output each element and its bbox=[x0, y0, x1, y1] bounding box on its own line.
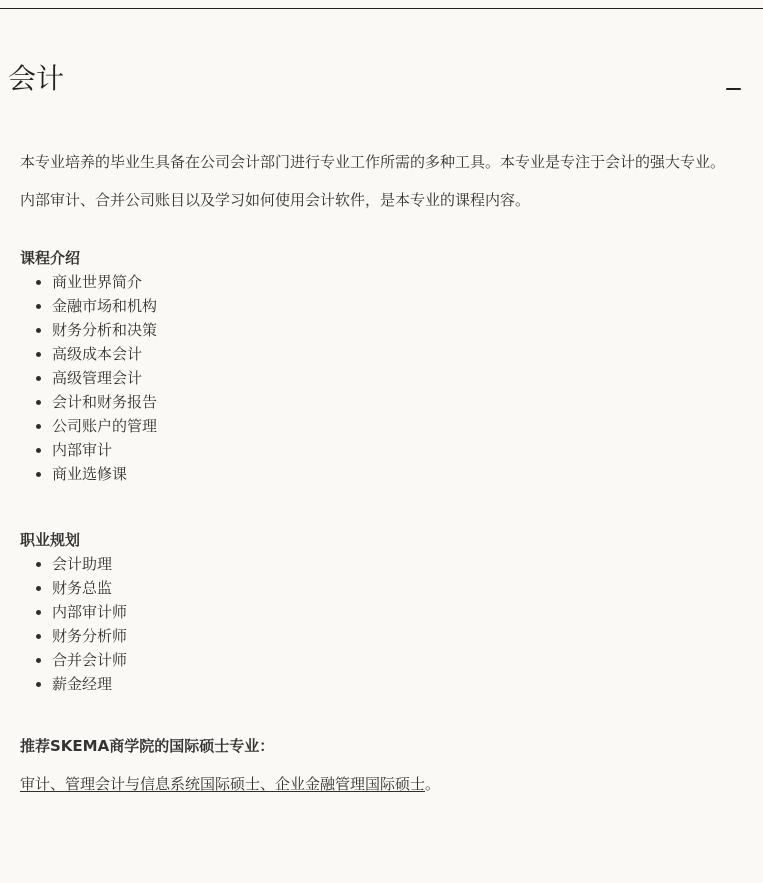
intro-paragraph-1: 本专业培养的毕业生具备在公司会计部门进行专业工作所需的多种工具。本专业是专注于会计的强大专业。 bbox=[20, 153, 726, 171]
career-item: • 财务总监 bbox=[52, 576, 730, 600]
course-item: • 公司账户的管理 bbox=[52, 414, 730, 438]
course-item: • 会计和财务报告 bbox=[52, 390, 730, 414]
course-item: • 商业选修课 bbox=[52, 462, 730, 486]
corporate-finance-masters-link[interactable]: 企业金融管理国际硕士 bbox=[275, 775, 426, 793]
career-item: • 合并会计师 bbox=[52, 648, 730, 672]
recommend-heading: 推荐SKEMA商学院的国际硕士专业： bbox=[20, 737, 275, 755]
course-item: • 高级管理会计 bbox=[52, 366, 730, 390]
course-item: • 商业世界简介 bbox=[52, 270, 730, 294]
collapse-toggle-button[interactable] bbox=[720, 70, 744, 94]
recommend-links bbox=[20, 772, 730, 796]
course-item: • 高级成本会计 bbox=[52, 342, 730, 366]
career-item: • 财务分析师 bbox=[52, 624, 730, 648]
link-separator[interactable]: 、 bbox=[260, 775, 276, 793]
career-item: • 薪金经理 bbox=[52, 672, 730, 696]
courses-heading: 课程介绍 bbox=[20, 249, 81, 267]
careers-list bbox=[20, 552, 730, 696]
audit-masters-link[interactable]: 审计、管理会计与信息系统国际硕士 bbox=[20, 775, 261, 793]
careers-heading: 职业规划 bbox=[20, 531, 81, 549]
sentence-end: 。 bbox=[425, 775, 441, 793]
section-title: 会计 bbox=[8, 62, 65, 95]
course-item: • 财务分析和决策 bbox=[52, 318, 730, 342]
intro-paragraph-2: 内部审计、合并公司账目以及学习如何使用会计软件，是本专业的课程内容。 bbox=[20, 191, 531, 209]
courses-list bbox=[20, 270, 730, 486]
course-item: • 金融市场和机构 bbox=[52, 294, 730, 318]
accordion-header[interactable] bbox=[8, 56, 748, 104]
minus-icon bbox=[726, 88, 741, 90]
career-item: • 会计助理 bbox=[52, 552, 730, 576]
top-divider bbox=[0, 8, 763, 9]
course-item: • 内部审计 bbox=[52, 438, 730, 462]
accordion-content bbox=[20, 150, 730, 796]
career-item: • 内部审计师 bbox=[52, 600, 730, 624]
